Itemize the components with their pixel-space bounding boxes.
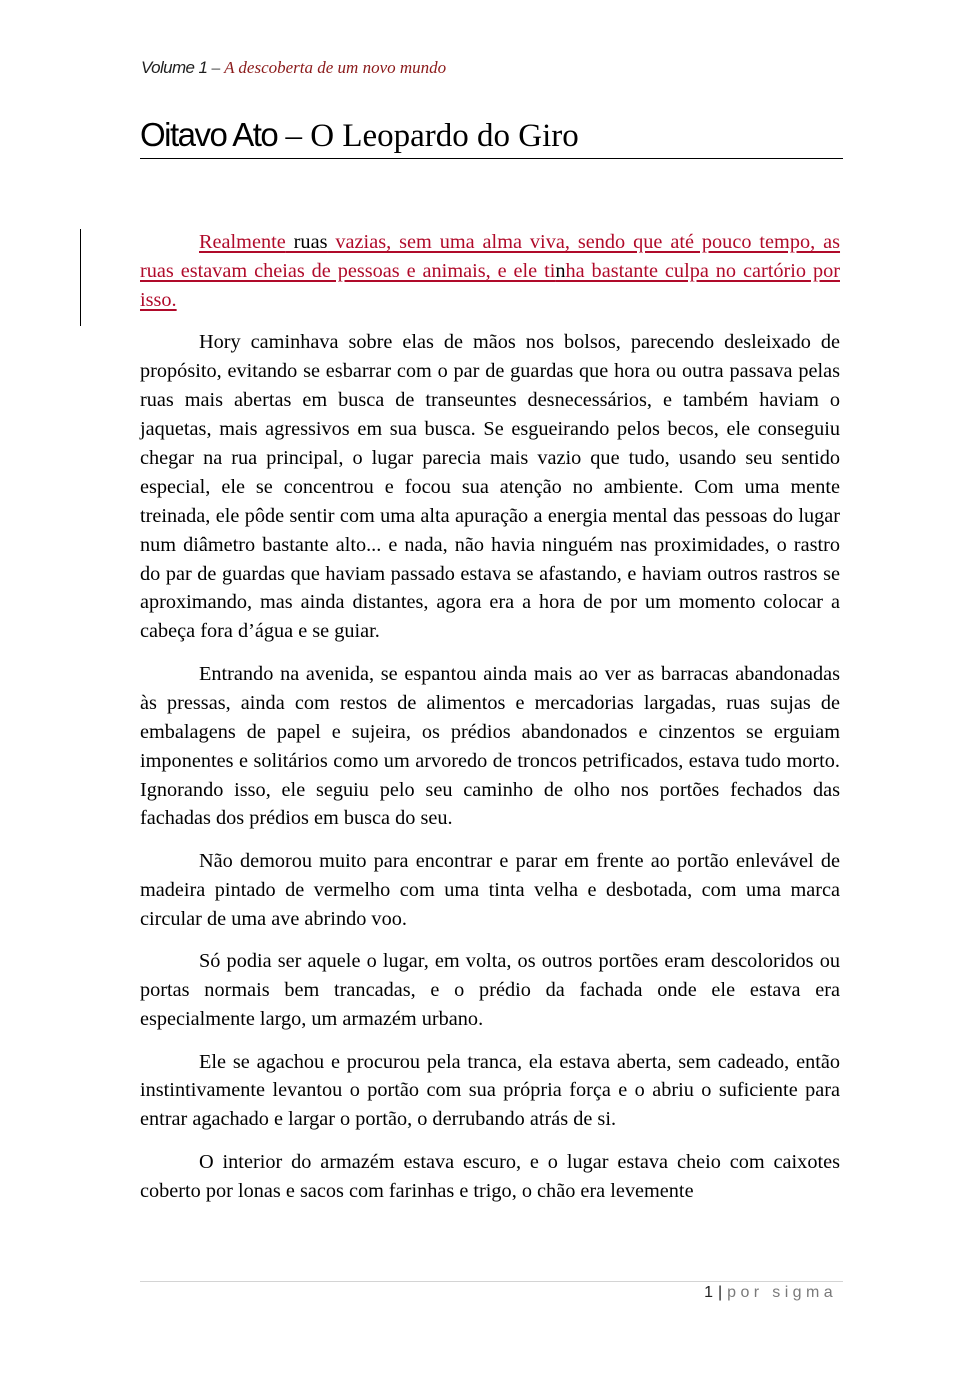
footer-separator: | bbox=[717, 1284, 723, 1301]
untracked-text: n bbox=[555, 259, 566, 282]
chapter-title bbox=[140, 114, 843, 157]
paragraph: Entrando na avenida, se espantou ainda mais ao ver as barracas abandonadas às pressas, ainda com restos de alimentos e mercadorias largadas, ruas sujas de embalagens de papel e sujeira, os prédios abandonados e cinzentos se erguiam imponentes e solitários como um arvoredo de troncos petrificados, estava tudo morto. Ignorando isso, ele seguiu pelo seu caminho de olho nos portões fechados das fachadas dos prédios em busca do seu. bbox=[140, 662, 840, 830]
running-header bbox=[141, 58, 446, 78]
tracked-change-paragraph bbox=[140, 228, 840, 315]
revision-change-bar bbox=[80, 229, 81, 326]
chapter-act: Oitavo Ato bbox=[140, 116, 278, 153]
untracked-text: ruas bbox=[285, 231, 328, 253]
title-underline bbox=[140, 158, 843, 159]
body-text bbox=[140, 228, 840, 1219]
paragraph: Não demorou muito para encontrar e parar em frente ao portão enlevável de madeira pintado de vermelho com uma tinta velha e desbotada, com uma marca circular de uma ave abrindo voo. bbox=[140, 849, 840, 930]
tracked-insert: ha bastante culpa no cartório por isso. bbox=[140, 259, 840, 311]
tracked-insert: vazias, sem uma alma viva, sendo que até pouco tempo, as ruas estavam cheias de pessoas e animais, e ele ti bbox=[140, 231, 841, 282]
header-separator: – bbox=[207, 58, 225, 77]
chapter-separator: – bbox=[277, 118, 311, 154]
page-footer bbox=[704, 1284, 837, 1302]
tracked-insert: Realmente bbox=[199, 231, 286, 253]
page-number: 1 bbox=[704, 1284, 713, 1301]
paragraph: O interior do armazém estava escuro, e o lugar estava cheio com caixotes coberto por lonas e sacos com farinhas e trigo, o chão era levemente bbox=[140, 1150, 840, 1202]
footer-divider bbox=[140, 1281, 843, 1282]
footer-author: por sigma bbox=[727, 1284, 837, 1301]
paragraph: Só podia ser aquele o lugar, em volta, os outros portões eram descoloridos ou portas normais bem trancadas, e o prédio da fachada onde ele estava era especialmente largo, um armazém urbano. bbox=[140, 950, 840, 1031]
paragraph: Hory caminhava sobre elas de mãos nos bolsos, parecendo desleixado de propósito, evitando se esbarrar com o par de guardas que hora ou outra passava pelas ruas mais abertas em busca de transeuntes desnecessários, e também haviam o jaquetas, mais agressivos em sua busca. Se esgueirando pelos becos, ele conseguiu chegar na rua principal, o lugar parecia mais vazio que tudo, usando seu sentido especial, ele se concentrou e focou sua atenção no ambiente. Com uma mente treinada, ele pôde sentir com uma alta apuração a energia mental das pessoas do lugar num diâmetro bastante alto... e nada, não havia ninguém nas proximidades, o rastro do par de guardas que haviam passado estava se afastando, e haviam outros rastros se aproximando, mas ainda distantes, agora era a hora de por um momento colocar a cabeça fora d’água e se guiar. bbox=[140, 331, 840, 643]
paragraph: Ele se agachou e procurou pela tranca, ela estava aberta, sem cadeado, então instintivamente levantou o portão com sua própria força e o abriu o suficiente para entrar agachado e largar o portão, o derrubando atrás de si. bbox=[140, 1050, 840, 1131]
header-subtitle: A descoberta de um novo mundo bbox=[224, 58, 447, 77]
chapter-name: O Leopardo do Giro bbox=[310, 118, 579, 154]
header-volume: Volume 1 bbox=[141, 58, 208, 77]
